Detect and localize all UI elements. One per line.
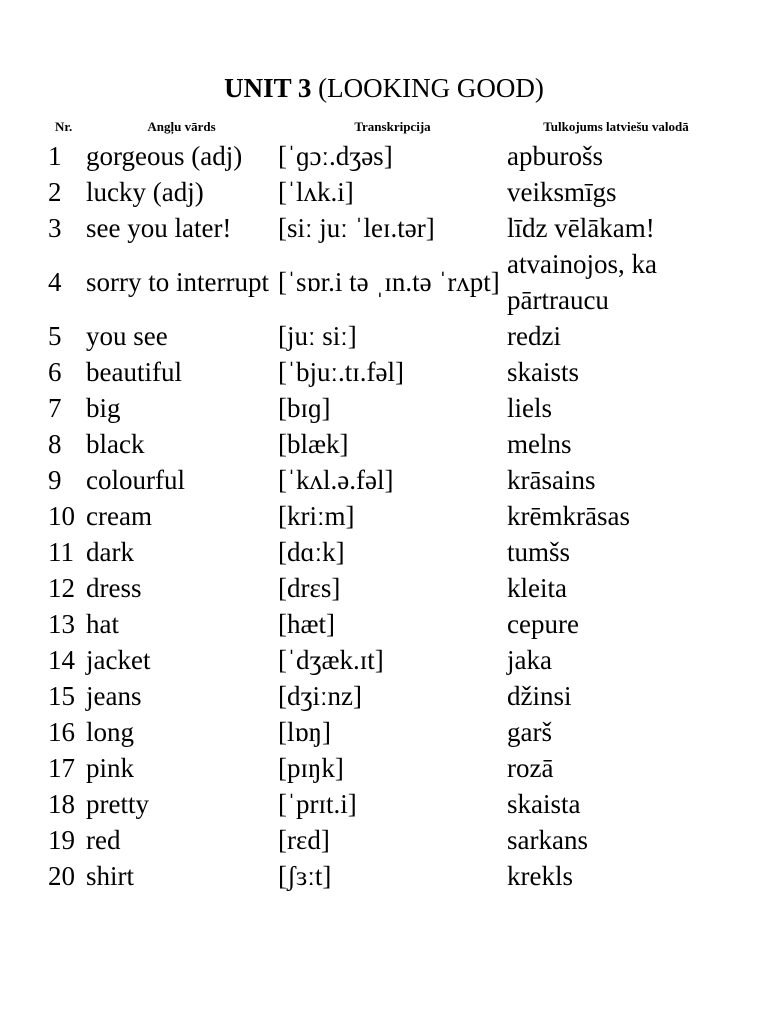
transcription: [dɑːk] <box>278 537 345 567</box>
transcription: [blæk] <box>278 429 349 459</box>
table-row <box>45 462 725 498</box>
table-row <box>45 138 725 174</box>
page-title <box>0 70 768 106</box>
table-row <box>45 714 725 750</box>
table-header-row <box>45 116 725 138</box>
table-row <box>45 822 725 858</box>
row-number: 13 <box>48 609 75 639</box>
table-row <box>45 606 725 642</box>
english-word: long <box>86 717 135 747</box>
transcription: [ˈdʒæk.ɪt] <box>278 645 384 675</box>
english-word: dress <box>86 573 142 603</box>
unit-label: UNIT 3 <box>224 73 312 103</box>
english-word: pink <box>86 753 135 783</box>
row-number: 4 <box>48 267 62 297</box>
transcription: [ʃɜːt] <box>278 861 332 891</box>
table-row <box>45 858 725 894</box>
latvian-translation: redzi <box>507 321 561 351</box>
table-body <box>45 138 725 894</box>
row-number: 11 <box>48 537 74 567</box>
row-number: 6 <box>48 357 62 387</box>
latvian-translation: krekls <box>507 861 573 891</box>
table-row <box>45 570 725 606</box>
english-word: hat <box>86 609 119 639</box>
table-row <box>45 678 725 714</box>
latvian-translation: kleita <box>507 573 567 603</box>
row-number: 18 <box>48 789 75 819</box>
english-word: beautiful <box>86 357 182 387</box>
header-translation: Tulkojums latviešu valodā <box>543 119 689 134</box>
table-row <box>45 318 725 354</box>
transcription: [siː juː ˈleɪ.tər] <box>278 213 435 243</box>
english-word: see you later! <box>86 213 232 243</box>
table-row <box>45 246 725 318</box>
row-number: 5 <box>48 321 62 351</box>
transcription: [bɪɡ] <box>278 393 331 423</box>
latvian-translation: liels <box>507 393 552 423</box>
transcription: [ˈsɒr.i tə ˌɪn.tə ˈrʌpt] <box>278 267 500 297</box>
transcription: [ˈprɪt.i] <box>278 789 357 819</box>
latvian-translation: jaka <box>507 645 552 675</box>
transcription: [rɛd] <box>278 825 330 855</box>
latvian-translation: krēmkrāsas <box>507 501 630 531</box>
latvian-translation: rozā <box>507 753 554 783</box>
row-number: 19 <box>48 825 75 855</box>
table-row <box>45 534 725 570</box>
english-word: black <box>86 429 145 459</box>
latvian-translation: apburošs <box>507 141 603 171</box>
row-number: 10 <box>48 501 75 531</box>
transcription: [ˈɡɔː.dʒəs] <box>278 141 393 171</box>
table-row <box>45 642 725 678</box>
unit-subtitle: (LOOKING GOOD) <box>311 73 544 103</box>
row-number: 8 <box>48 429 62 459</box>
row-number: 17 <box>48 753 75 783</box>
english-word: big <box>86 393 121 423</box>
transcription: [lɒŋ] <box>278 717 331 747</box>
table-row <box>45 210 725 246</box>
latvian-translation: skaista <box>507 789 581 819</box>
row-number: 20 <box>48 861 75 891</box>
latvian-translation: atvainojos, ka pārtraucu <box>507 249 657 315</box>
row-number: 7 <box>48 393 62 423</box>
table-row <box>45 426 725 462</box>
row-number: 1 <box>48 141 62 171</box>
table-row <box>45 498 725 534</box>
english-word: lucky (adj) <box>86 177 204 207</box>
transcription: [ˈbjuː.tɪ.fəl] <box>278 357 404 387</box>
latvian-translation: garš <box>507 717 552 747</box>
row-number: 9 <box>48 465 62 495</box>
latvian-translation: cepure <box>507 609 579 639</box>
english-word: sorry to interrupt <box>86 267 269 297</box>
row-number: 3 <box>48 213 62 243</box>
table-row <box>45 786 725 822</box>
latvian-translation: veiksmīgs <box>507 177 617 207</box>
latvian-translation: līdz vēlākam! <box>507 213 655 243</box>
english-word: red <box>86 825 121 855</box>
english-word: pretty <box>86 789 149 819</box>
latvian-translation: krāsains <box>507 465 596 495</box>
row-number: 14 <box>48 645 75 675</box>
transcription: [kriːm] <box>278 501 355 531</box>
english-word: jeans <box>86 681 142 711</box>
transcription: [juː siː] <box>278 321 357 351</box>
transcription: [drɛs] <box>278 573 341 603</box>
english-word: colourful <box>86 465 185 495</box>
english-word: dark <box>86 537 134 567</box>
header-transcription: Transkripcija <box>354 119 431 134</box>
transcription: [dʒiːnz] <box>278 681 362 711</box>
table-row <box>45 750 725 786</box>
row-number: 12 <box>48 573 75 603</box>
english-word: shirt <box>86 861 135 891</box>
table-row <box>45 174 725 210</box>
english-word: gorgeous (adj) <box>86 141 243 171</box>
latvian-translation: džinsi <box>507 681 572 711</box>
latvian-translation: tumšs <box>507 537 571 567</box>
english-word: you see <box>86 321 168 351</box>
table-row <box>45 354 725 390</box>
latvian-translation: sarkans <box>507 825 588 855</box>
vocabulary-table <box>45 116 725 894</box>
header-english-word: Angļu vārds <box>147 119 216 134</box>
latvian-translation: melns <box>507 429 572 459</box>
latvian-translation: skaists <box>507 357 580 387</box>
table-row <box>45 390 725 426</box>
header-number: Nr. <box>55 119 73 134</box>
row-number: 15 <box>48 681 75 711</box>
transcription: [ˈlʌk.i] <box>278 177 354 207</box>
row-number: 2 <box>48 177 62 207</box>
english-word: cream <box>86 501 152 531</box>
transcription: [pɪŋk] <box>278 753 344 783</box>
transcription: [ˈkʌl.ə.fəl] <box>278 465 394 495</box>
transcription: [hæt] <box>278 609 335 639</box>
english-word: jacket <box>86 645 151 675</box>
row-number: 16 <box>48 717 75 747</box>
